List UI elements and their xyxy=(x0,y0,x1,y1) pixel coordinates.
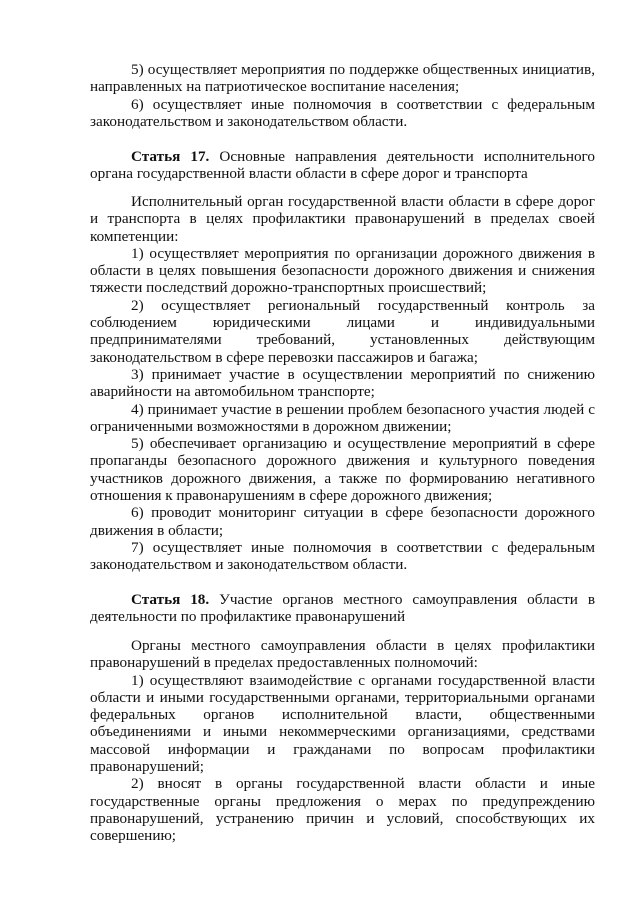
article-18-title: Участие органов местного самоуправления области в деятельности по профилактике правонарушений xyxy=(90,591,595,626)
list-item: 7) осуществляет иные полномочия в соответствии с федеральным законодательством и законодательством области. xyxy=(90,538,595,574)
list-item: 1) осуществляют взаимодействие с органами государственной власти области и иными государственными органами, территориальными органами федеральных органов исполнительной власти, общественными объединениями и иными некоммерческими организациями, средствами массовой информации и гражданами по вопросам профилактики правонарушений; xyxy=(90,671,595,776)
article-18-intro: Органы местного самоуправления области в целях профилактики правонарушений в пределах предоставленных полномочий: xyxy=(90,637,595,672)
list-item: 6) проводит мониторинг ситуации в сфере безопасности дорожного движения в области; xyxy=(90,504,595,539)
article-18-body xyxy=(90,637,595,845)
previous-article-tail xyxy=(90,61,595,130)
list-item: 3) принимает участие в осуществлении мероприятий по снижению аварийности на автомобильном транспорте; xyxy=(90,365,595,401)
list-item: 5) осуществляет мероприятия по поддержке общественных инициатив, направленных на патриотическое воспитание населения; xyxy=(90,61,595,96)
article-18-label: Статья 18. xyxy=(131,591,210,608)
list-item: 2) осуществляет региональный государственный контроль за соблюдением юридическими лицами и индивидуальными предпринимателями требований, установленных действующим законодательством в сфере перевозки пассажиров и багажа; xyxy=(90,296,595,366)
article-17-heading-block xyxy=(90,148,595,183)
article-17-heading xyxy=(90,148,595,183)
list-item: 6) осуществляет иные полномочия в соответствии с федеральным законодательством и законодательством области. xyxy=(90,95,595,130)
article-17-title: Основные направления деятельности исполнительного органа государственной власти области в сфере дорог и транспорта xyxy=(90,148,595,183)
article-18-heading xyxy=(90,591,595,626)
list-item: 2) вносят в органы государственной власти области и иные государственные органы предложения о мерах по предупреждению правонарушений, устранению причин и условий, способствующих их совершению; xyxy=(90,775,595,845)
list-item: 4) принимает участие в решении проблем безопасного участия людей с ограниченными возможностями в дорожном движении; xyxy=(90,400,595,435)
list-item: 5) обеспечивает организацию и осуществление мероприятий в сфере пропаганды безопасного дорожного движения и культурного поведения участников дорожного движения, а также по формированию негативного отношения к правонарушениям в сфере дорожного движения; xyxy=(90,435,595,505)
article-17-intro: Исполнительный орган государственной власти области в сфере дорог и транспорта в целях профилактики правонарушений в пределах своей компетенции: xyxy=(90,193,595,245)
article-17-label: Статья 17. xyxy=(131,148,210,165)
list-item: 1) осуществляет мероприятия по организации дорожного движения в области в целях повышения безопасности дорожного движения и снижения тяжести последствий дорожно-транспортных происшествий; xyxy=(90,244,595,297)
article-18-heading-block xyxy=(90,591,595,626)
article-17-body xyxy=(90,193,595,574)
